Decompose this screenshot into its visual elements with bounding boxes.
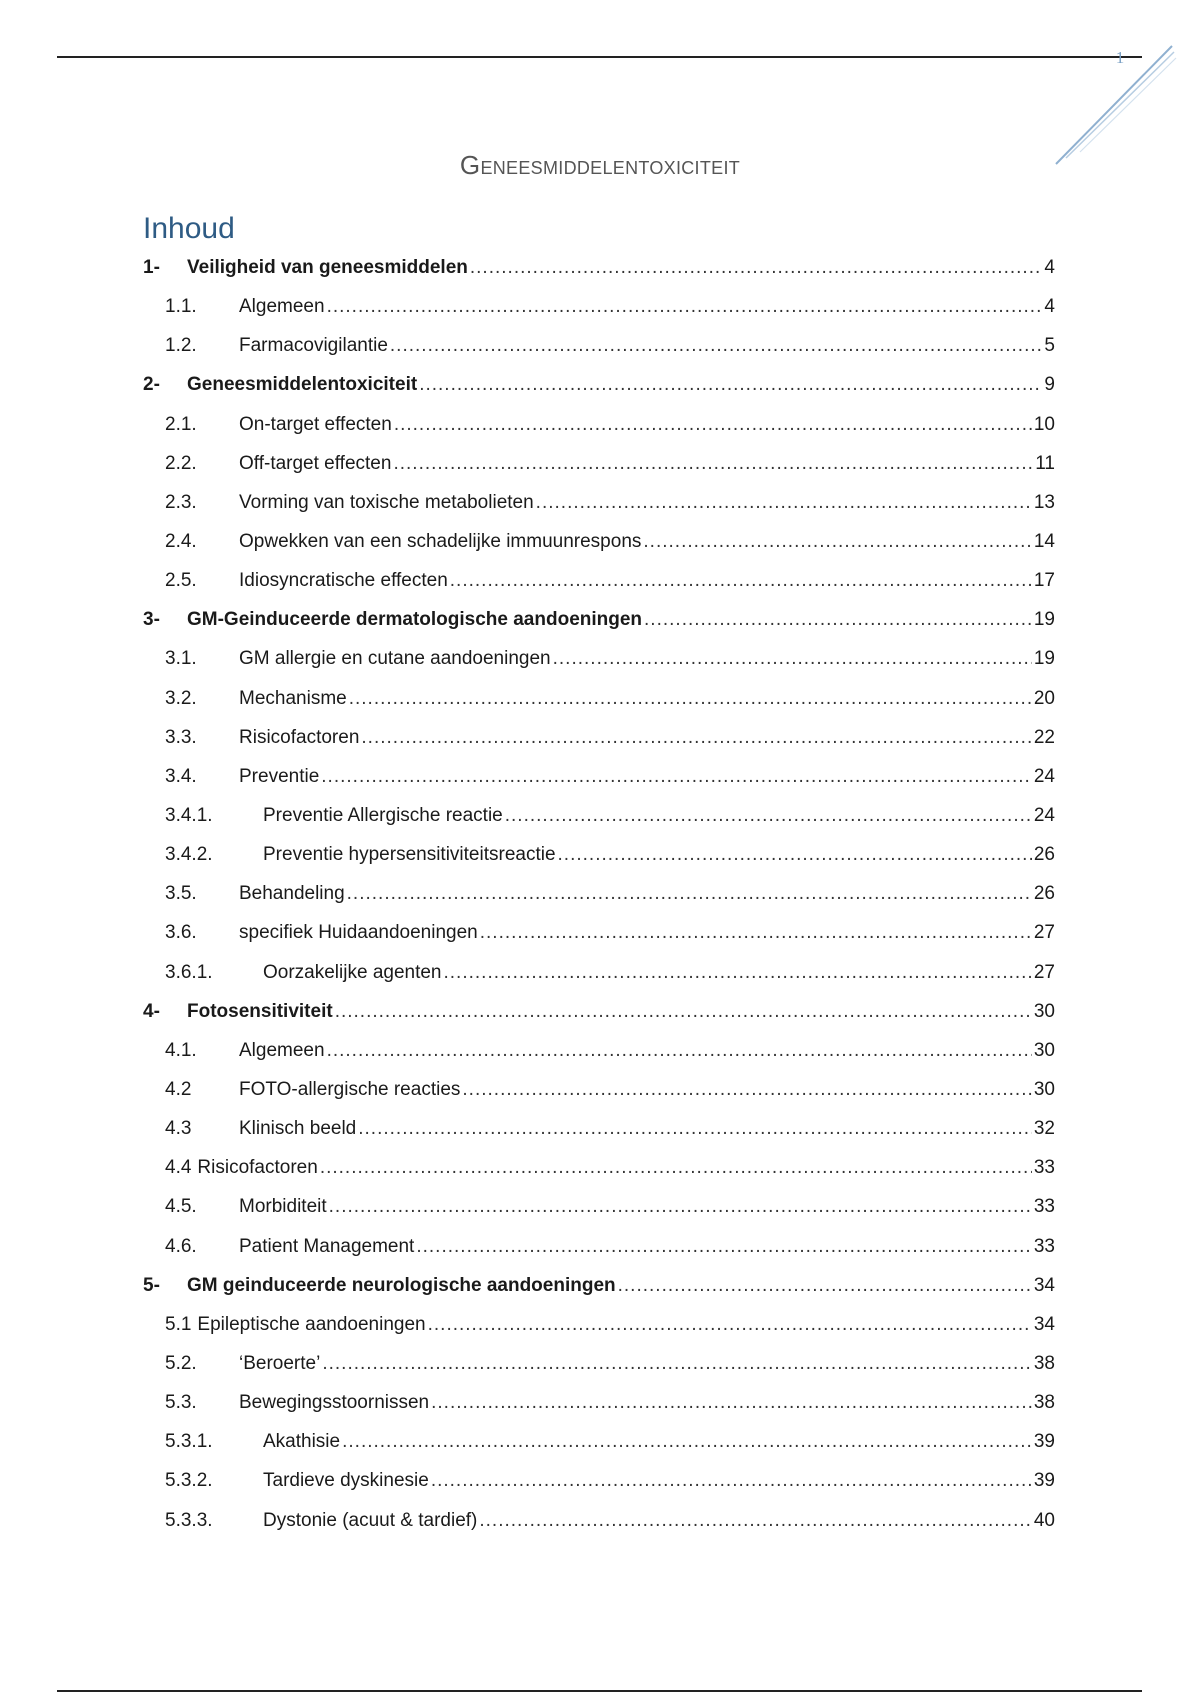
toc-entry-page: 24 <box>1033 765 1055 787</box>
toc-entry-number: 2.4. <box>165 530 197 552</box>
toc-entry-page: 17 <box>1033 570 1055 592</box>
toc-entry-number: 2- <box>143 374 160 396</box>
document-header-title: Geneesmiddelentoxiciteit <box>459 150 741 180</box>
toc-dot-leader <box>322 1344 1032 1383</box>
toc-entry-number: 5.2. <box>165 1352 197 1374</box>
toc-entry-title: Preventie <box>239 765 320 787</box>
toc-dot-leader <box>320 1148 1032 1187</box>
toc-dot-leader <box>553 639 1032 678</box>
toc-entry-page: 14 <box>1033 530 1055 552</box>
toc-entry[interactable] <box>143 874 1055 913</box>
toc-entry-title: Akathisie <box>263 1431 341 1453</box>
toc-entry-number: 4.4 <box>165 1157 192 1179</box>
toc-entry-number: 1- <box>143 257 160 278</box>
toc-entry-number: 2.3. <box>165 491 197 513</box>
header-rule <box>57 56 1142 58</box>
toc-entry[interactable] <box>143 757 1055 796</box>
toc-dot-leader <box>321 757 1032 796</box>
toc-entry-number: 1.2. <box>165 335 197 357</box>
toc-entry-title: Algemeen <box>239 296 325 318</box>
toc-entry-number: 5.3. <box>165 1392 197 1414</box>
toc-entry-title: FOTO-allergische reacties <box>239 1078 461 1100</box>
toc-dot-leader <box>536 483 1032 522</box>
toc-entry-page: 5 <box>1044 335 1055 357</box>
toc-dot-leader <box>643 522 1031 561</box>
toc-entry-number: 3.5. <box>165 883 197 905</box>
toc-entry-title: Vorming van toxische metabolieten <box>239 491 534 513</box>
toc-entry-number: 4.2 <box>165 1078 192 1100</box>
toc-entry-title: Patient Management <box>239 1235 415 1257</box>
toc-entry-title: Off-target effecten <box>239 452 392 474</box>
toc-dot-leader <box>479 1501 1031 1540</box>
toc-entry[interactable] <box>143 835 1055 874</box>
toc-entry[interactable] <box>143 718 1055 757</box>
toc-dot-leader <box>618 1266 1032 1305</box>
toc-dot-leader <box>558 835 1032 874</box>
toc-entry-number: 4- <box>143 1000 160 1022</box>
toc-entry[interactable] <box>143 1109 1055 1148</box>
toc-entry[interactable] <box>143 1461 1055 1500</box>
toc-entry-page: 30 <box>1033 1039 1055 1061</box>
toc-entry-title: GM-Geinduceerde dermatologische aandoeningen <box>187 609 643 631</box>
toc-entry-title: Oorzakelijke agenten <box>263 961 442 983</box>
toc-entry-title: Idiosyncratische effecten <box>239 570 448 592</box>
toc-entry[interactable] <box>143 522 1055 561</box>
toc-entry-title: Farmacovigilantie <box>239 335 388 357</box>
toc-dot-leader <box>450 561 1032 600</box>
toc-entry-page: 30 <box>1033 1000 1055 1022</box>
toc-entry-page: 4 <box>1044 296 1055 318</box>
toc-entry-number: 2.1. <box>165 413 197 435</box>
toc-entry[interactable] <box>143 248 1055 287</box>
toc-entry-title: Veiligheid van geneesmiddelen <box>187 257 468 278</box>
toc-dot-leader <box>644 600 1032 639</box>
toc-dot-leader <box>327 287 1043 326</box>
toc-dot-leader <box>419 365 1042 404</box>
toc-dot-leader <box>505 796 1032 835</box>
toc-entry[interactable] <box>143 1227 1055 1266</box>
toc-entry[interactable] <box>143 913 1055 952</box>
toc-entry-page: 33 <box>1033 1235 1055 1257</box>
toc-entry-number: 3.3. <box>165 726 197 748</box>
toc-entry-title: Morbiditeit <box>239 1196 327 1218</box>
toc-entry-number: 5.1 <box>165 1313 192 1335</box>
toc-entry-title: Klinisch beeld <box>239 1118 357 1140</box>
toc-entry-number: 4.3 <box>165 1118 192 1140</box>
toc-entry-title: Algemeen <box>239 1039 325 1061</box>
page-number: 1 <box>1115 48 1125 67</box>
toc-entry-number: 3- <box>143 609 160 631</box>
toc-entry-page: 27 <box>1033 961 1055 983</box>
toc-entry[interactable] <box>143 1501 1055 1540</box>
toc-entry-number: 4.1. <box>165 1039 197 1061</box>
toc-entry-title: Tardieve dyskinesie <box>263 1470 429 1492</box>
toc-entry[interactable] <box>143 1070 1055 1109</box>
toc-entry-page: 19 <box>1033 609 1055 631</box>
toc-entry[interactable] <box>143 953 1055 992</box>
toc-entry-title: Risicofactoren <box>197 1157 318 1179</box>
toc-entry-title: Behandeling <box>239 883 345 905</box>
toc-entry-title: specifiek Huidaandoeningen <box>239 922 478 944</box>
toc-entry[interactable] <box>143 1266 1055 1305</box>
toc-dot-leader <box>428 1305 1032 1344</box>
toc-entry-page: 33 <box>1033 1157 1055 1179</box>
toc-entry-page: 13 <box>1033 491 1055 513</box>
toc-entry-number: 2.5. <box>165 570 197 592</box>
toc-entry-page: 39 <box>1033 1470 1055 1492</box>
toc-entry-page: 30 <box>1033 1078 1055 1100</box>
toc-entry-page: 20 <box>1033 687 1055 709</box>
toc-entry-page: 24 <box>1033 804 1055 826</box>
toc-dot-leader <box>431 1383 1032 1422</box>
toc-entry-page: 34 <box>1033 1313 1055 1335</box>
toc-entry-page: 9 <box>1044 374 1055 396</box>
toc-dot-leader <box>416 1227 1032 1266</box>
footer-rule <box>57 1690 1142 1692</box>
toc-entry-page: 32 <box>1033 1118 1055 1140</box>
toc-dot-leader <box>444 953 1032 992</box>
toc-entry-title: Geneesmiddelentoxiciteit <box>187 374 418 396</box>
toc-dot-leader <box>390 326 1043 365</box>
toc-entry-number: 3.4.2. <box>165 844 213 866</box>
toc-entry-title: On-target effecten <box>239 413 392 435</box>
toc-entry-number: 4.5. <box>165 1196 197 1218</box>
toc-dot-leader <box>470 248 1043 287</box>
toc-entry-title: Opwekken van een schadelijke immuunrespons <box>239 530 642 552</box>
toc-entry-page: 4 <box>1044 257 1055 278</box>
toc-entry-number: 3.6.1. <box>165 961 213 983</box>
toc-entry-page: 39 <box>1033 1431 1055 1453</box>
toc-entry-number: 3.1. <box>165 648 197 670</box>
toc-entry-number: 5.3.2. <box>165 1470 213 1492</box>
toc-entry-number: 3.4.1. <box>165 804 213 826</box>
toc-entry-title: GM geinduceerde neurologische aandoeningen <box>187 1274 616 1296</box>
toc-dot-leader <box>349 679 1032 718</box>
toc-dot-leader <box>358 1109 1032 1148</box>
toc-entry[interactable] <box>143 796 1055 835</box>
toc-entry-title: Preventie hypersensitiviteitsreactie <box>263 844 556 866</box>
table-of-contents <box>143 248 1055 1540</box>
toc-entry-page: 26 <box>1033 844 1055 866</box>
toc-entry-page: 34 <box>1033 1274 1055 1296</box>
toc-entry[interactable] <box>143 1344 1055 1383</box>
toc-entry[interactable] <box>143 1187 1055 1226</box>
toc-dot-leader <box>394 405 1032 444</box>
toc-dot-leader <box>335 992 1032 1031</box>
toc-dot-leader <box>480 913 1032 952</box>
toc-dot-leader <box>329 1187 1032 1226</box>
toc-entry-number: 5.3.3. <box>165 1509 213 1531</box>
toc-entry-number: 3.6. <box>165 922 197 944</box>
toc-entry[interactable] <box>143 1031 1055 1070</box>
toc-entry[interactable] <box>143 1422 1055 1461</box>
toc-entry-title: Bewegingsstoornissen <box>239 1392 430 1414</box>
toc-entry-number: 1.1. <box>165 296 197 318</box>
toc-entry-title: GM allergie en cutane aandoeningen <box>239 648 551 670</box>
toc-entry-page: 33 <box>1033 1196 1055 1218</box>
toc-entry-title: Epileptische aandoeningen <box>197 1313 426 1335</box>
toc-entry-page: 11 <box>1035 452 1055 474</box>
toc-entry-page: 22 <box>1033 726 1055 748</box>
toc-entry[interactable] <box>143 483 1055 522</box>
toc-dot-leader <box>431 1461 1032 1500</box>
toc-dot-leader <box>342 1422 1032 1461</box>
toc-entry-page: 38 <box>1033 1392 1055 1414</box>
toc-dot-leader <box>327 1031 1032 1070</box>
toc-entry[interactable] <box>143 639 1055 678</box>
toc-entry[interactable] <box>143 1148 1055 1187</box>
toc-entry[interactable] <box>143 405 1055 444</box>
toc-entry-title: Preventie Allergische reactie <box>263 804 503 826</box>
toc-entry-number: 3.2. <box>165 687 197 709</box>
toc-entry-page: 26 <box>1033 883 1055 905</box>
toc-entry[interactable] <box>143 992 1055 1031</box>
toc-entry-title: ‘Beroerte’ <box>239 1352 321 1374</box>
toc-entry-number: 5- <box>143 1274 160 1296</box>
toc-dot-leader <box>361 718 1031 757</box>
toc-entry-page: 19 <box>1033 648 1055 670</box>
toc-entry[interactable] <box>143 444 1055 483</box>
toc-dot-leader <box>393 444 1033 483</box>
toc-entry[interactable] <box>143 600 1055 639</box>
toc-entry[interactable] <box>143 679 1055 718</box>
toc-entry-number: 5.3.1. <box>165 1431 213 1453</box>
toc-entry[interactable] <box>143 287 1055 326</box>
toc-entry[interactable] <box>143 561 1055 600</box>
toc-entry-number: 4.6. <box>165 1235 197 1257</box>
toc-entry[interactable] <box>143 1383 1055 1422</box>
toc-entry[interactable] <box>143 365 1055 404</box>
toc-entry[interactable] <box>143 326 1055 365</box>
toc-entry-page: 38 <box>1033 1352 1055 1374</box>
toc-entry-title: Dystonie (acuut & tardief) <box>263 1509 478 1531</box>
toc-dot-leader <box>347 874 1032 913</box>
toc-entry-page: 10 <box>1033 413 1055 435</box>
toc-entry-title: Risicofactoren <box>239 726 360 748</box>
toc-dot-leader <box>462 1070 1031 1109</box>
toc-entry-number: 2.2. <box>165 452 197 474</box>
toc-entry-number: 3.4. <box>165 765 197 787</box>
toc-entry-title: Mechanisme <box>239 687 347 709</box>
toc-heading: Inhoud <box>143 212 235 245</box>
toc-entry-page: 40 <box>1033 1509 1055 1531</box>
toc-entry[interactable] <box>143 1305 1055 1344</box>
toc-entry-title: Fotosensitiviteit <box>187 1000 333 1022</box>
toc-entry-page: 27 <box>1033 922 1055 944</box>
